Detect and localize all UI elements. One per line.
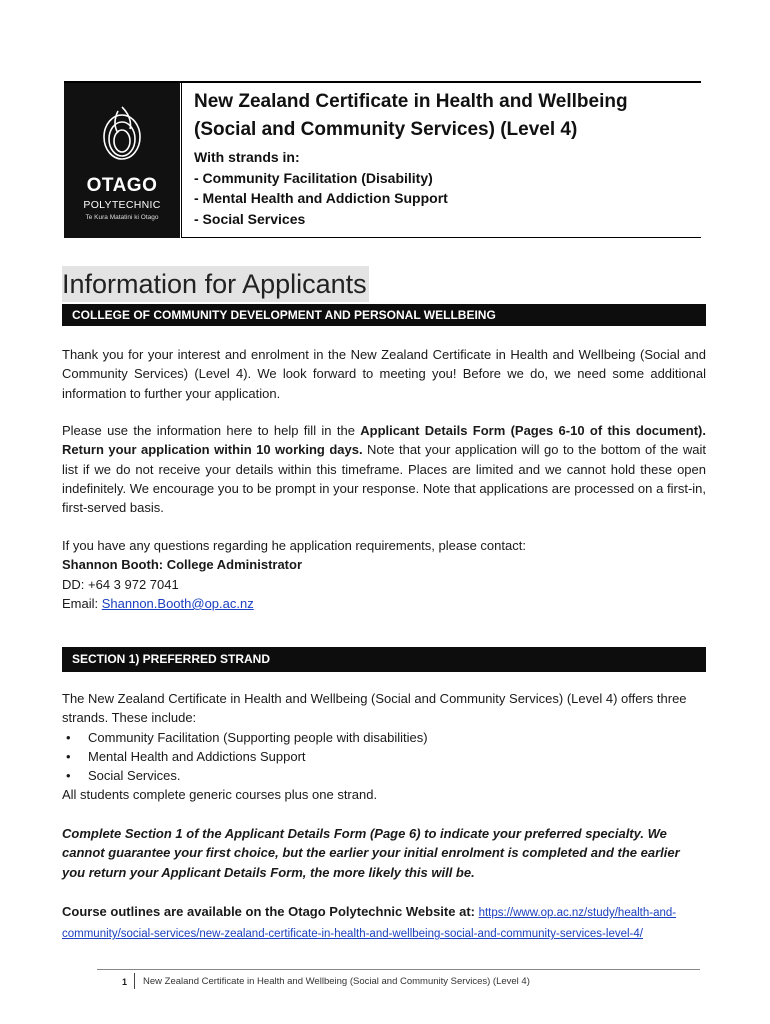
- section-1-intro: The New Zealand Certificate in Health and Wellbeing (Social and Community Services) (Level 4) offers three strands. These include:: [62, 691, 687, 726]
- course-outline-link[interactable]: https://www.op.ac.nz/study/health-and-community/social-services/new-zealand-certificate-in-health-and-wellbeing-social-and-community-services-level-4/: [62, 907, 677, 941]
- contact-name: Shannon Booth: College Administrator: [62, 557, 303, 573]
- instructions-lead: Please use the information here to help fill in the: [62, 423, 361, 438]
- footer-separator: [134, 973, 135, 989]
- instructions-paragraph: [62, 421, 706, 517]
- contact-block: [62, 536, 706, 613]
- certificate-title: [194, 88, 694, 144]
- form-reference-dot: .: [702, 423, 706, 438]
- logo-subtitle: POLYTECHNIC: [83, 199, 161, 211]
- strand-item: - Mental Health and Addiction Support: [194, 190, 448, 206]
- strands-intro: With strands in:: [194, 149, 300, 165]
- section-1-body: [62, 689, 706, 805]
- college-banner: COLLEGE OF COMMUNITY DEVELOPMENT AND PERSONAL WELLBEING: [62, 304, 706, 326]
- course-outline-label: Course outlines are available on the Otago Polytechnic Website at:: [62, 904, 479, 919]
- page-title: Information for Applicants: [62, 266, 369, 302]
- otago-polytechnic-logo: [64, 83, 180, 238]
- certificate-title-line-2: (Social and Community Services) (Level 4): [194, 119, 578, 140]
- strand-bullet-list: [62, 728, 706, 786]
- certificate-title-line-1: New Zealand Certificate in Health and Wellbeing: [194, 91, 628, 112]
- bullet-item: • Community Facilitation (Supporting people with disabilities): [62, 728, 706, 747]
- course-outline-line: [62, 902, 706, 945]
- logo-wordmark: OTAGO: [86, 175, 158, 196]
- section-1-banner: SECTION 1) PREFERRED STRAND: [62, 647, 706, 672]
- header-bottom-rule: [181, 237, 701, 238]
- email-label: Email:: [62, 595, 102, 611]
- strand-item: - Community Facilitation (Disability): [194, 169, 433, 186]
- footer-title: New Zealand Certificate in Health and Wellbeing (Social and Community Services) (Level 4): [143, 976, 530, 987]
- email-link[interactable]: Shannon.Booth@op.ac.nz: [101, 595, 254, 611]
- swirl-logo-icon: [94, 103, 150, 167]
- page-number: 1: [122, 977, 128, 987]
- section-1-emphasis: Complete Section 1 of the Applicant Details Form (Page 6) to indicate your preferred specialty. We cannot guarantee your first choice, but the earlier your initial enrolment is completed and the earlier you return your Applicant Details Form, the more likely this will be.: [62, 826, 680, 880]
- logo-maori-name: Te Kura Matatini ki Otago: [85, 214, 159, 221]
- contact-email-line: [62, 594, 706, 613]
- bullet-item: • Social Services.: [62, 766, 706, 785]
- header-divider: [181, 83, 182, 238]
- intro-paragraph: Thank you for your interest and enrolment in the New Zealand Certificate in Health and Wellbeing (Social and Community Services) (Level 4). We look forward to meeting you! Before we do, we need some additional information to further your application.: [62, 347, 706, 401]
- strands-list: [194, 147, 448, 229]
- footer-rule: [97, 969, 700, 970]
- section-1-closing: All students complete generic courses plus one strand.: [62, 787, 378, 803]
- contact-phone: DD: +64 3 972 7041: [62, 576, 179, 592]
- strand-item: - Social Services: [194, 210, 306, 227]
- contact-intro: If you have any questions regarding he application requirements, please contact:: [62, 538, 526, 553]
- return-deadline: Return your application within 10 working days.: [62, 442, 363, 458]
- instructions-rest: Note that your application will go to the bottom of the wait list if we do not receive your details within this timeframe. Places are limited and we cannot hold these open indefinitely. We encourage you to be prompt in your response. Note that applications are processed on a first-in, first-served basis.: [62, 442, 706, 516]
- form-reference: Applicant Details Form (Pages 6-10 of this document): [360, 423, 703, 438]
- bullet-item: • Mental Health and Addictions Support: [62, 747, 706, 766]
